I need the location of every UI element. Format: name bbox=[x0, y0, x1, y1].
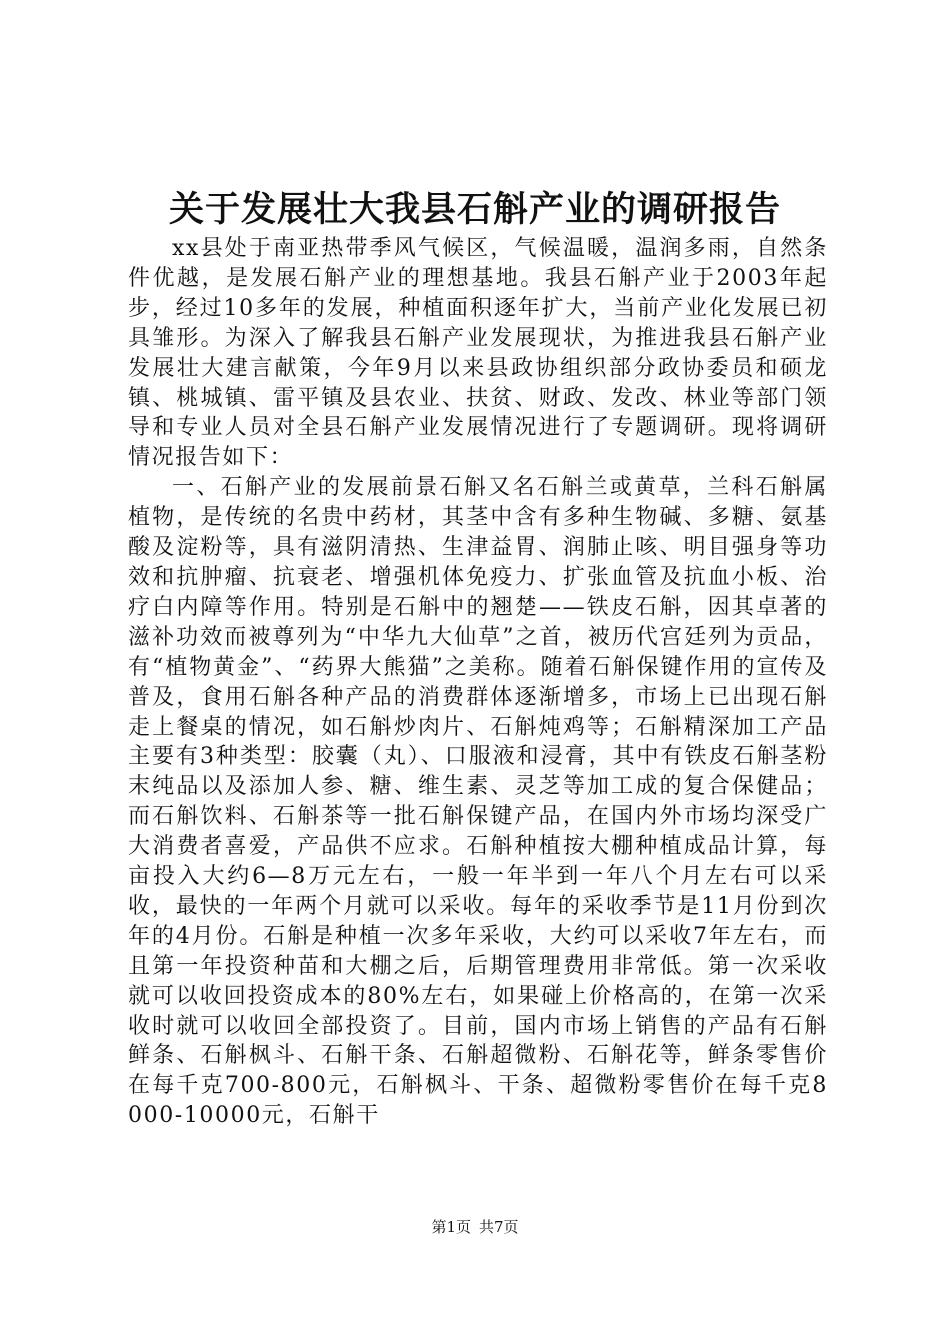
document-title: 关于发展壮大我县石斛产业的调研报告 bbox=[168, 189, 781, 230]
document-body bbox=[128, 234, 828, 1131]
page-total: 共7页 bbox=[479, 1218, 519, 1236]
page-number: 第1页 bbox=[431, 1218, 471, 1236]
page-footer bbox=[0, 1217, 950, 1237]
paragraph-section-1: 一、石斛产业的发展前景石斛又名石斛兰或黄草，兰科石斛属植物，是传统的名贵中药材，其茎中含有多种生物碱、多糖、氨基酸及淀粉等，具有滋阴清热、生津益胃、润肺止咳、明目强身等功效和抗肿瘤、抗衰老、增强机体免疫力、扩张血管及抗血小板、治疗白内障等作用。特别是石斛中的翘楚——铁皮石斛，因其卓著的滋补功效而被尊列为“中华九大仙草”之首，被历代宫廷列为贡品，有“植物黄金”、“药界大熊猫”之美称。随着石斛保键作用的宣传及普及，食用石斛各种产品的消费群体逐渐增多，市场上已出现石斛走上餐桌的情况，如石斛炒肉片、石斛炖鸡等；石斛精深加工产品主要有3种类型：胶囊（丸）、口服液和浸膏，其中有铁皮石斛茎粉末纯品以及添加人参、糖、维生素、灵芝等加工成的复合保健品；而石斛饮料、石斛茶等一批石斛保键产品，在国内外市场均深受广大消费者喜爱，产品供不应求。石斛种植按大棚种植成品计算，每亩投入大约6—8万元左右，一般一年半到一年八个月左右可以采收，最快的一年两个月就可以采收。每年的采收季节是11月份到次年的4月份。石斛是种植一次多年采收，大约可以采收7年左右，而且第一年投资种苗和大棚之后，后期管理费用非常低。第一次采收就可以收回投资成本的80%左右，如果碰上价格高的，在第一次采收时就可以收回全部投资了。目前，国内市场上销售的产品有石斛鲜条、石斛枫斗、石斛干条、石斛超微粉、石斛花等，鲜条零售价在每千克700-800元，石斛枫斗、干条、超微粉零售价在每千克8000-10000元，石斛干 bbox=[128, 475, 828, 1129]
paragraph-intro: xx县处于南亚热带季风气候区，气候温暖，温润多雨，自然条件优越，是发展石斛产业的理想基地。我县石斛产业于2003年起步，经过10多年的发展，种植面积逐年扩大，当前产业化发展已初具雏形。为深入了解我县石斛产业发展现状，为推进我县石斛产业发展壮大建言献策，今年9月以来县政协组织部分政协委员和硕龙镇、桃城镇、雷平镇及县农业、扶贫、财政、发改、林业等部门领导和专业人员对全县石斛产业发展情况进行了专题调研。现将调研情况报告如下： bbox=[128, 236, 828, 471]
